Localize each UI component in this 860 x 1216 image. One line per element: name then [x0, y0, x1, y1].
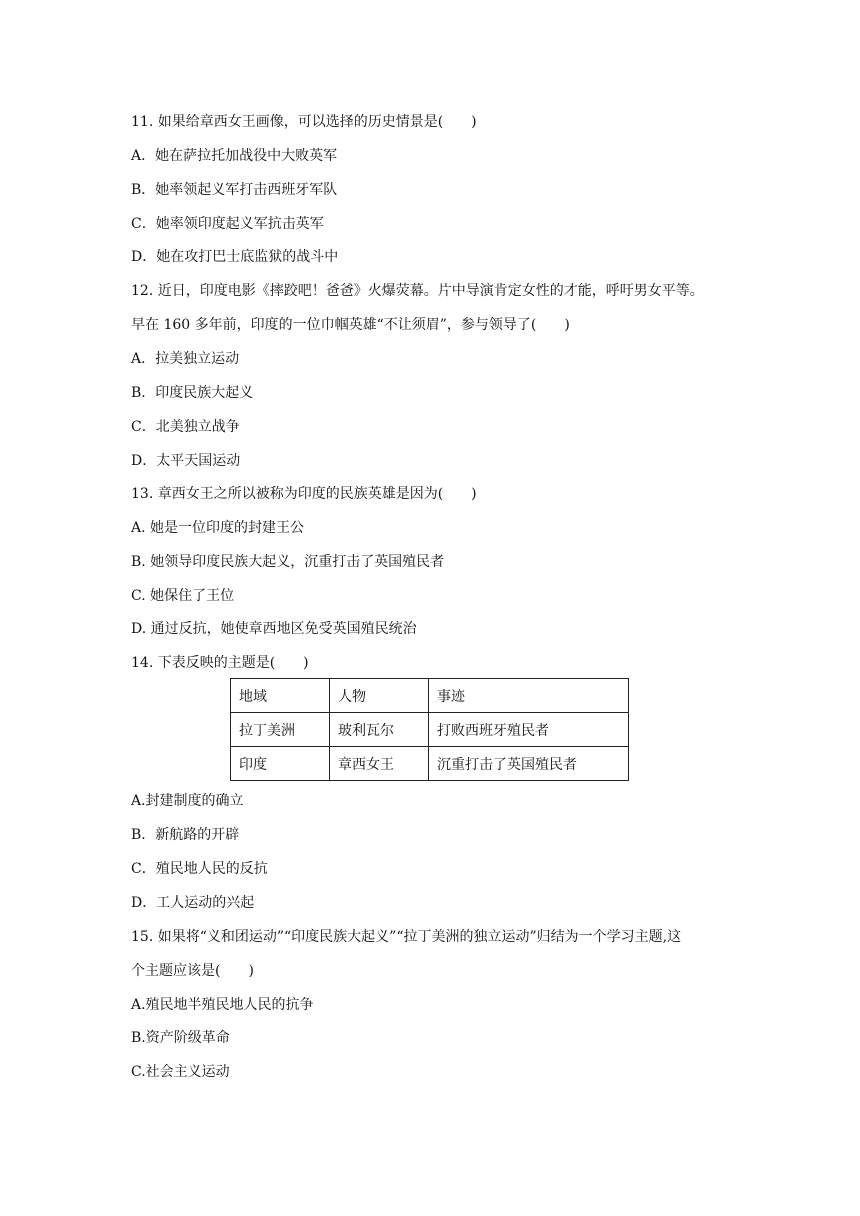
question-15-stem-line-1: 15. 如果将“义和团运动”“印度民族大起义”“拉丁美洲的独立运动”归结为一个学习主题,这: [131, 929, 682, 945]
question-14-stem: 14. 下表反映的主题是( ): [131, 655, 309, 671]
table-row: [231, 713, 629, 747]
question-11-option-a: A．她在萨拉托加战役中大败英军: [131, 148, 338, 164]
table-cell: 印度: [231, 747, 330, 781]
question-12-option-a: A．拉美独立运动: [131, 351, 240, 367]
question-15-option-b: B.资产阶级革命: [131, 1030, 230, 1046]
table-cell: 章西女王: [330, 747, 429, 781]
table-cell: 玻利瓦尔: [330, 713, 429, 747]
question-14-option-b: B．新航路的开辟: [131, 827, 240, 843]
question-11-option-c: C．她率领印度起义军抗击英军: [131, 216, 324, 232]
table-header-cell: 地域: [231, 679, 330, 713]
question-12-option-b: B．印度民族大起义: [131, 385, 254, 401]
question-12-stem-line-2: 早在 160 多年前，印度的一位巾帼英雄“不让须眉”，参与领导了( ): [131, 317, 570, 333]
table-row: [231, 679, 629, 713]
question-15-option-c: C.社会主义运动: [131, 1064, 230, 1080]
table-cell: 沉重打击了英国殖民者: [429, 747, 629, 781]
question-13-stem: 13. 章西女王之所以被称为印度的民族英雄是因为( ): [131, 486, 477, 502]
question-14-option-d: D．工人运动的兴起: [131, 895, 255, 911]
question-13-option-d: D. 通过反抗，她使章西地区免受英国殖民统治: [131, 621, 417, 637]
question-14-option-c: C．殖民地人民的反抗: [131, 861, 268, 877]
question-12-stem-line-1: 12. 近日，印度电影《摔跤吧！爸爸》火爆荧幕。片中导演肯定女性的才能，呼吁男女平等。: [131, 283, 704, 299]
question-11-stem: 11. 如果给章西女王画像，可以选择的历史情景是( ): [131, 114, 477, 130]
question-13-option-b: B. 她领导印度民族大起义，沉重打击了英国殖民者: [131, 554, 445, 570]
question-11-option-b: B．她率领起义军打击西班牙军队: [131, 182, 338, 198]
table-row: [231, 747, 629, 781]
table-header-cell: 人物: [330, 679, 429, 713]
question-13-option-a: A. 她是一位印度的封建王公: [131, 520, 305, 536]
question-14-table: [230, 678, 629, 781]
question-14-option-a: A.封建制度的确立: [131, 793, 244, 809]
question-15-stem-line-2: 个主题应该是( ): [131, 963, 254, 979]
table-cell: 拉丁美洲: [231, 713, 330, 747]
question-11-option-d: D．她在攻打巴士底监狱的战斗中: [131, 249, 339, 265]
table-cell: 打败西班牙殖民者: [429, 713, 629, 747]
question-13-option-c: C. 她保住了王位: [131, 588, 235, 604]
table-header-cell: 事迹: [429, 679, 629, 713]
question-12-option-d: D．太平天国运动: [131, 453, 241, 469]
question-12-option-c: C．北美独立战争: [131, 419, 240, 435]
question-15-option-a: A.殖民地半殖民地人民的抗争: [131, 997, 314, 1013]
